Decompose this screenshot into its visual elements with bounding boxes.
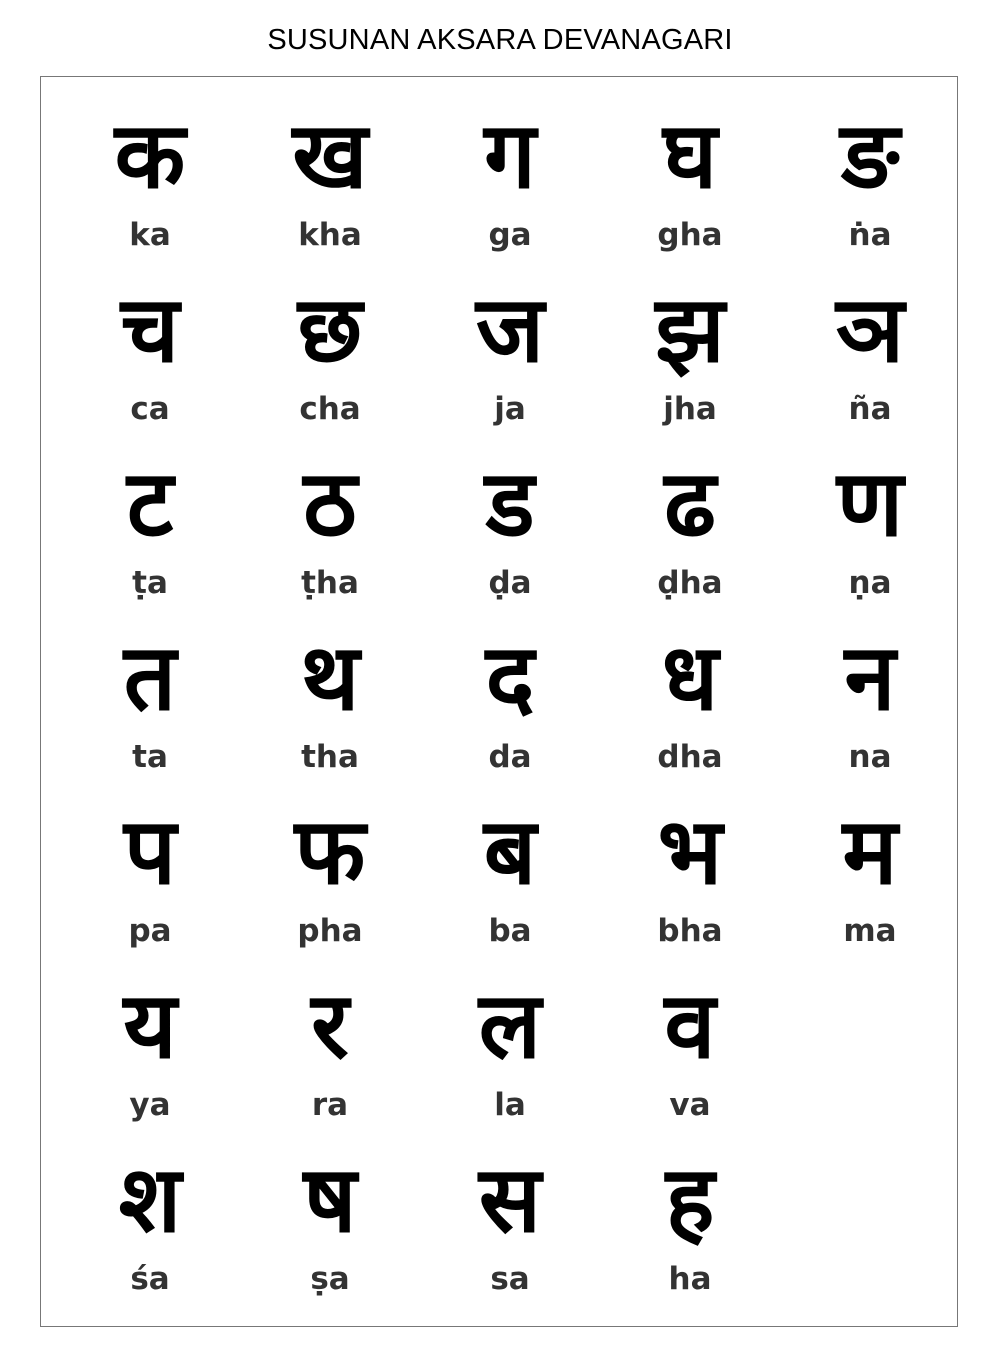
letter-grid bbox=[60, 100, 960, 1320]
letter-cell bbox=[600, 796, 780, 970]
letter-cell bbox=[240, 796, 420, 970]
devanagari-glyph: फ bbox=[294, 797, 366, 905]
letter-cell bbox=[420, 448, 600, 622]
devanagari-glyph: ण bbox=[836, 449, 904, 557]
transliteration-label: ka bbox=[129, 217, 171, 253]
devanagari-glyph: ब bbox=[483, 797, 537, 905]
letter-cell bbox=[420, 100, 600, 274]
letter-cell bbox=[240, 448, 420, 622]
transliteration-label: ga bbox=[488, 217, 532, 253]
transliteration-label: tha bbox=[301, 739, 359, 775]
letter-cell bbox=[600, 1144, 780, 1318]
letter-cell bbox=[780, 448, 960, 622]
letter-cell bbox=[420, 1144, 600, 1318]
devanagari-glyph: प bbox=[123, 797, 177, 905]
transliteration-label: jha bbox=[663, 391, 717, 427]
transliteration-label: kha bbox=[298, 217, 362, 253]
letter-cell bbox=[600, 970, 780, 1144]
letter-cell bbox=[420, 796, 600, 970]
transliteration-label: ta bbox=[132, 739, 168, 775]
transliteration-label: ca bbox=[130, 391, 170, 427]
devanagari-glyph: ख bbox=[292, 101, 368, 209]
transliteration-label: ḍa bbox=[488, 565, 532, 601]
transliteration-label: gha bbox=[657, 217, 723, 253]
devanagari-glyph: ङ bbox=[840, 101, 900, 209]
devanagari-glyph: क bbox=[114, 101, 186, 209]
letter-cell bbox=[600, 274, 780, 448]
letter-cell bbox=[600, 100, 780, 274]
letter-cell bbox=[600, 622, 780, 796]
devanagari-glyph: द bbox=[485, 623, 535, 731]
letter-cell bbox=[60, 100, 240, 274]
transliteration-label: ya bbox=[129, 1087, 171, 1123]
letter-cell bbox=[780, 100, 960, 274]
devanagari-glyph: ढ bbox=[664, 449, 716, 557]
page-title: SUSUNAN AKSARA DEVANAGARI bbox=[267, 24, 733, 56]
transliteration-label: ra bbox=[311, 1087, 349, 1123]
devanagari-glyph: य bbox=[123, 971, 177, 1079]
devanagari-glyph: ल bbox=[478, 971, 542, 1079]
letter-cell bbox=[60, 796, 240, 970]
transliteration-label: sa bbox=[490, 1261, 530, 1297]
letter-cell bbox=[780, 274, 960, 448]
devanagari-glyph: ज bbox=[475, 275, 545, 383]
transliteration-label: va bbox=[669, 1087, 711, 1123]
transliteration-label: ḍha bbox=[657, 565, 723, 601]
transliteration-label: ma bbox=[843, 913, 897, 949]
transliteration-label: ba bbox=[488, 913, 532, 949]
transliteration-label: ṅa bbox=[848, 217, 892, 253]
letter-cell bbox=[420, 970, 600, 1144]
transliteration-label: dha bbox=[657, 739, 723, 775]
devanagari-glyph: र bbox=[311, 971, 349, 1079]
devanagari-glyph: ट bbox=[126, 449, 174, 557]
letter-cell bbox=[240, 1144, 420, 1318]
transliteration-label: ṣa bbox=[310, 1261, 350, 1297]
transliteration-label: bha bbox=[657, 913, 723, 949]
devanagari-glyph: ग bbox=[484, 101, 536, 209]
letter-cell bbox=[60, 1144, 240, 1318]
transliteration-label: śa bbox=[130, 1261, 170, 1297]
devanagari-glyph: थ bbox=[300, 623, 360, 731]
devanagari-glyph: ठ bbox=[303, 449, 357, 557]
devanagari-glyph: च bbox=[120, 275, 180, 383]
letter-cell bbox=[240, 274, 420, 448]
devanagari-glyph: त bbox=[123, 623, 177, 731]
letter-cell bbox=[60, 970, 240, 1144]
letter-cell bbox=[780, 622, 960, 796]
transliteration-label: ña bbox=[848, 391, 892, 427]
letter-cell bbox=[600, 448, 780, 622]
transliteration-label: cha bbox=[299, 391, 361, 427]
transliteration-label: ṭa bbox=[132, 565, 168, 601]
devanagari-glyph: स bbox=[478, 1145, 542, 1253]
devanagari-glyph: न bbox=[844, 623, 896, 731]
letter-cell bbox=[240, 970, 420, 1144]
devanagari-glyph: छ bbox=[297, 275, 363, 383]
transliteration-label: pa bbox=[128, 913, 172, 949]
devanagari-glyph: म bbox=[842, 797, 898, 905]
devanagari-glyph: श bbox=[118, 1145, 182, 1253]
letter-cell bbox=[60, 448, 240, 622]
devanagari-glyph: व bbox=[664, 971, 716, 1079]
devanagari-glyph: ध bbox=[661, 623, 719, 731]
letter-cell bbox=[60, 274, 240, 448]
transliteration-label: la bbox=[494, 1087, 526, 1123]
letter-cell bbox=[240, 100, 420, 274]
transliteration-label: da bbox=[488, 739, 532, 775]
devanagari-glyph: ञ bbox=[835, 275, 905, 383]
letter-cell bbox=[240, 622, 420, 796]
transliteration-label: ja bbox=[494, 391, 526, 427]
devanagari-glyph: ड bbox=[485, 449, 535, 557]
transliteration-label: ha bbox=[668, 1261, 712, 1297]
letter-cell bbox=[420, 274, 600, 448]
devanagari-glyph: झ bbox=[655, 275, 725, 383]
transliteration-label: ṇa bbox=[848, 565, 892, 601]
transliteration-label: pha bbox=[297, 913, 363, 949]
devanagari-glyph: ष bbox=[303, 1145, 357, 1253]
devanagari-glyph: घ bbox=[662, 101, 718, 209]
transliteration-label: na bbox=[848, 739, 892, 775]
letter-cell bbox=[780, 796, 960, 970]
devanagari-glyph: भ bbox=[657, 797, 723, 905]
devanagari-glyph: ह bbox=[665, 1145, 715, 1253]
letter-cell bbox=[60, 622, 240, 796]
transliteration-label: ṭha bbox=[301, 565, 359, 601]
letter-cell bbox=[420, 622, 600, 796]
